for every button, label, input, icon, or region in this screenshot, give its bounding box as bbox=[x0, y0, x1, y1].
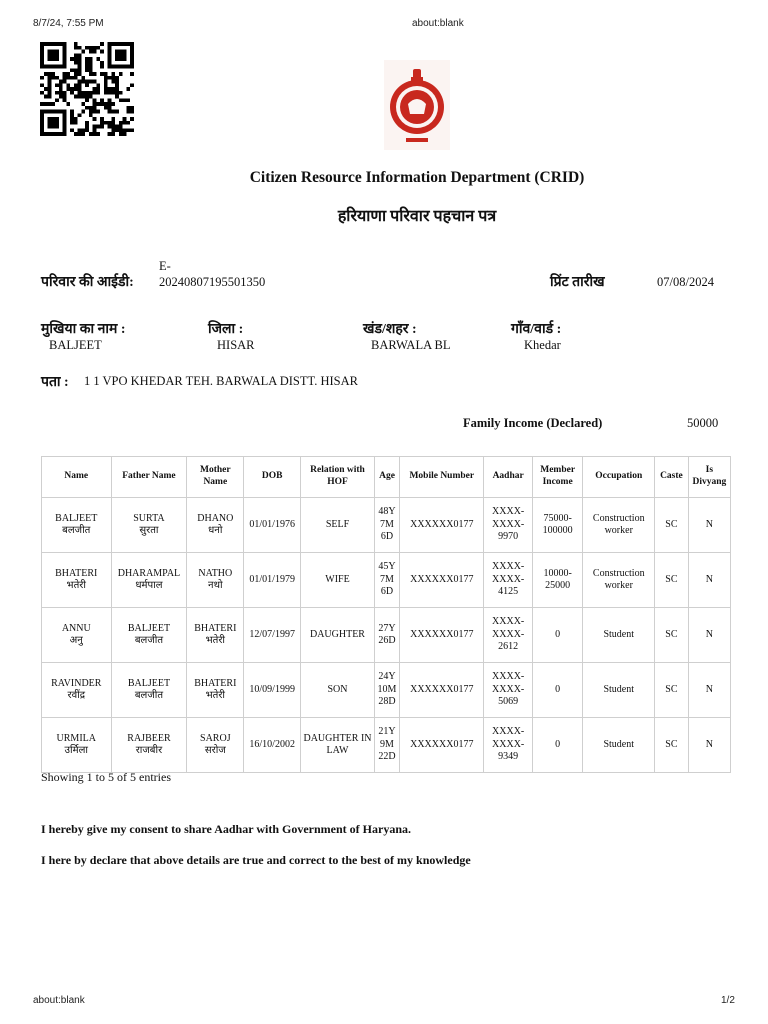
cell-divyang bbox=[688, 553, 730, 608]
aadhar-text: XXXX-XXXX-9349 bbox=[492, 726, 525, 763]
cell-divyang bbox=[688, 718, 730, 773]
member-income-text: 0 bbox=[555, 628, 561, 640]
age-text: 27Y 26D bbox=[378, 622, 396, 646]
cell-relation bbox=[301, 553, 375, 608]
aadhar-text: XXXX-XXXX-5069 bbox=[492, 671, 525, 708]
col-income-header: Member Income bbox=[532, 457, 583, 498]
col-divyang-header: Is Divyang bbox=[688, 457, 730, 498]
member-name-text: RAVINDER bbox=[51, 677, 102, 689]
family-members-table bbox=[41, 456, 731, 773]
mother-name-hindi: धनो bbox=[208, 525, 223, 536]
col-mobile-header: Mobile Number bbox=[400, 457, 484, 498]
mother-name-text: SAROJ bbox=[200, 732, 231, 744]
print-footer-url: about:blank bbox=[33, 995, 85, 1006]
relation-text: DAUGHTER IN LAW bbox=[303, 732, 372, 756]
table-row bbox=[42, 553, 731, 608]
cell-dob bbox=[244, 553, 301, 608]
cell-caste bbox=[655, 608, 689, 663]
family-id-prefix: E- bbox=[159, 259, 171, 273]
cell-age bbox=[374, 498, 399, 553]
dob-text: 01/01/1979 bbox=[249, 573, 295, 585]
cell-aadhar bbox=[484, 663, 532, 718]
address-label: पता : bbox=[41, 375, 69, 390]
print-datetime: 8/7/24, 7:55 PM bbox=[33, 18, 104, 29]
cell-dob bbox=[244, 608, 301, 663]
print-date-label: प्रिंट तारीख bbox=[550, 275, 605, 290]
aadhar-text: XXXX-XXXX-2612 bbox=[492, 616, 525, 653]
caste-text: SC bbox=[665, 738, 678, 750]
mobile-text: XXXXXX0177 bbox=[410, 628, 474, 640]
consent-text: I hereby give my consent to share Aadhar with Government of Haryana. bbox=[41, 822, 411, 836]
cell-mother-name bbox=[187, 498, 244, 553]
father-name-text: SURTA bbox=[133, 512, 165, 524]
age-text: 21Y 9M 22D bbox=[378, 726, 396, 763]
member-income-text: 75000-100000 bbox=[542, 512, 573, 536]
occupation-text: Student bbox=[603, 628, 635, 640]
father-name-hindi: सुरता bbox=[139, 525, 159, 536]
cell-mother-name bbox=[187, 718, 244, 773]
district-label: जिला : bbox=[208, 322, 244, 337]
col-occupation-header: Occupation bbox=[583, 457, 655, 498]
father-name-hindi: धर्मपाल bbox=[135, 580, 163, 591]
cell-caste bbox=[655, 663, 689, 718]
cell-relation bbox=[301, 608, 375, 663]
table-row bbox=[42, 608, 731, 663]
father-name-hindi: राजबीर bbox=[135, 745, 163, 756]
cell-occupation bbox=[583, 553, 655, 608]
family-id-value: 20240807195501350 bbox=[159, 275, 266, 289]
mobile-text: XXXXXX0177 bbox=[410, 573, 474, 585]
caste-text: SC bbox=[665, 628, 678, 640]
cell-member-name bbox=[42, 553, 112, 608]
age-text: 48Y 7M 6D bbox=[378, 506, 396, 543]
cell-dob bbox=[244, 663, 301, 718]
divyang-text: N bbox=[705, 573, 713, 585]
cell-member-name bbox=[42, 663, 112, 718]
table-header-row bbox=[42, 457, 731, 498]
block-label: खंड/शहर : bbox=[363, 322, 417, 337]
father-name-hindi: बलजीत bbox=[134, 635, 164, 646]
mother-name-hindi: भतेरी bbox=[205, 690, 226, 701]
col-aadhar-header: Aadhar bbox=[484, 457, 532, 498]
member-name-text: ANNU bbox=[61, 622, 91, 634]
occupation-text: Student bbox=[603, 683, 635, 695]
head-label: मुखिया का नाम : bbox=[41, 322, 126, 337]
member-name-hindi: रवींद्र bbox=[67, 690, 86, 701]
col-mother-header: Mother Name bbox=[187, 457, 244, 498]
col-name-header: Name bbox=[42, 457, 112, 498]
age-text: 24Y 10M 28D bbox=[377, 671, 397, 708]
cell-occupation bbox=[583, 608, 655, 663]
member-income-text: 0 bbox=[555, 683, 561, 695]
caste-text: SC bbox=[665, 518, 678, 530]
dob-text: 10/09/1999 bbox=[249, 683, 295, 695]
member-name-hindi: भतेरी bbox=[66, 580, 86, 591]
member-name-text: BHATERI bbox=[55, 567, 98, 579]
family-id-label: परिवार की आईडी: bbox=[41, 275, 134, 290]
mother-name-hindi: सरोज bbox=[204, 745, 226, 756]
block-value: BARWALA BL bbox=[371, 338, 451, 352]
cell-aadhar bbox=[484, 498, 532, 553]
cell-member-name bbox=[42, 498, 112, 553]
father-name-text: BALJEET bbox=[127, 622, 171, 634]
divyang-text: N bbox=[705, 738, 713, 750]
cell-member-name bbox=[42, 608, 112, 663]
father-name-text: RAJBEER bbox=[127, 732, 171, 744]
print-page-title: about:blank bbox=[412, 18, 464, 29]
table-row bbox=[42, 498, 731, 553]
dob-text: 12/07/1997 bbox=[249, 628, 295, 640]
cell-mother-name bbox=[187, 663, 244, 718]
occupation-text: Student bbox=[603, 738, 635, 750]
cell-member-income bbox=[532, 663, 583, 718]
print-date-value: 07/08/2024 bbox=[657, 275, 714, 289]
cell-member-income bbox=[532, 553, 583, 608]
col-father-header: Father Name bbox=[111, 457, 187, 498]
mother-name-text: NATHO bbox=[198, 567, 233, 579]
cell-father-name bbox=[111, 608, 187, 663]
col-relation-header: Relation with HOF bbox=[301, 457, 375, 498]
department-title: Citizen Resource Information Department (CRID) bbox=[249, 169, 585, 186]
dob-text: 01/01/1976 bbox=[249, 518, 295, 530]
cell-divyang bbox=[688, 498, 730, 553]
district-value: HISAR bbox=[217, 338, 255, 352]
member-income-text: 0 bbox=[555, 738, 561, 750]
cell-caste bbox=[655, 498, 689, 553]
member-name-text: URMILA bbox=[56, 732, 96, 744]
cell-relation bbox=[301, 663, 375, 718]
age-text: 45Y 7M 6D bbox=[378, 561, 396, 598]
cell-father-name bbox=[111, 553, 187, 608]
cell-divyang bbox=[688, 663, 730, 718]
mother-name-text: BHATERI bbox=[194, 622, 237, 634]
cell-age bbox=[374, 663, 399, 718]
col-dob-header: DOB bbox=[244, 457, 301, 498]
table-entries-info: Showing 1 to 5 of 5 entries bbox=[41, 770, 171, 784]
relation-text: SELF bbox=[325, 518, 350, 530]
member-income-text: 10000-25000 bbox=[543, 567, 572, 591]
col-caste-header: Caste bbox=[655, 457, 689, 498]
cell-caste bbox=[655, 553, 689, 608]
cell-member-income bbox=[532, 608, 583, 663]
cell-father-name bbox=[111, 498, 187, 553]
cell-mother-name bbox=[187, 553, 244, 608]
cell-age bbox=[374, 718, 399, 773]
cell-mobile bbox=[400, 718, 484, 773]
col-age-header: Age bbox=[374, 457, 399, 498]
print-footer-page: 1/2 bbox=[721, 995, 735, 1006]
cell-occupation bbox=[583, 663, 655, 718]
cell-aadhar bbox=[484, 718, 532, 773]
village-value: Khedar bbox=[524, 338, 561, 352]
declaration-text: I here by declare that above details are true and correct to the best of my knowledge bbox=[41, 853, 471, 867]
mother-name-hindi: नथो bbox=[208, 580, 223, 591]
caste-text: SC bbox=[665, 573, 678, 585]
cell-mobile bbox=[400, 498, 484, 553]
cell-aadhar bbox=[484, 608, 532, 663]
occupation-text: Construction worker bbox=[592, 512, 645, 536]
family-income-label: Family Income (Declared) bbox=[463, 416, 603, 430]
caste-text: SC bbox=[665, 683, 678, 695]
divyang-text: N bbox=[705, 628, 713, 640]
table-row bbox=[42, 663, 731, 718]
cell-dob bbox=[244, 498, 301, 553]
village-label: गाँव/वार्ड : bbox=[511, 322, 562, 337]
cell-aadhar bbox=[484, 553, 532, 608]
member-name-hindi: उर्मिला bbox=[64, 745, 88, 756]
cell-member-name bbox=[42, 718, 112, 773]
member-name-hindi: अनु bbox=[69, 635, 83, 646]
dob-text: 16/10/2002 bbox=[249, 738, 295, 750]
relation-text: DAUGHTER bbox=[309, 628, 365, 640]
relation-text: WIFE bbox=[325, 573, 350, 585]
cell-relation bbox=[301, 498, 375, 553]
mobile-text: XXXXXX0177 bbox=[410, 738, 474, 750]
cell-age bbox=[374, 608, 399, 663]
cell-member-income bbox=[532, 718, 583, 773]
cell-occupation bbox=[583, 498, 655, 553]
cell-father-name bbox=[111, 718, 187, 773]
head-value: BALJEET bbox=[49, 338, 102, 352]
cell-mother-name bbox=[187, 608, 244, 663]
mobile-text: XXXXXX0177 bbox=[410, 683, 474, 695]
address-value: 1 1 VPO KHEDAR TEH. BARWALA DISTT. HISAR bbox=[84, 374, 358, 388]
cell-caste bbox=[655, 718, 689, 773]
occupation-text: Construction worker bbox=[592, 567, 645, 591]
aadhar-text: XXXX-XXXX-4125 bbox=[492, 561, 525, 598]
cell-dob bbox=[244, 718, 301, 773]
father-name-text: DHARAMPAL bbox=[117, 567, 181, 579]
cell-father-name bbox=[111, 663, 187, 718]
family-income-value: 50000 bbox=[687, 416, 719, 430]
relation-text: SON bbox=[327, 683, 348, 695]
cell-mobile bbox=[400, 553, 484, 608]
cell-mobile bbox=[400, 608, 484, 663]
card-title: हरियाणा परिवार पहचान पत्र bbox=[337, 208, 497, 225]
aadhar-text: XXXX-XXXX-9970 bbox=[492, 506, 525, 543]
father-name-hindi: बलजीत bbox=[134, 690, 164, 701]
cell-member-income bbox=[532, 498, 583, 553]
member-name-hindi: बलजीत bbox=[62, 525, 91, 536]
mother-name-text: BHATERI bbox=[194, 677, 237, 689]
mother-name-text: DHANO bbox=[197, 512, 234, 524]
divyang-text: N bbox=[705, 683, 713, 695]
mother-name-hindi: भतेरी bbox=[205, 635, 226, 646]
member-name-text: BALJEET bbox=[55, 512, 98, 524]
cell-occupation bbox=[583, 718, 655, 773]
cell-relation bbox=[301, 718, 375, 773]
cell-divyang bbox=[688, 608, 730, 663]
mobile-text: XXXXXX0177 bbox=[410, 518, 474, 530]
cell-age bbox=[374, 553, 399, 608]
cell-mobile bbox=[400, 663, 484, 718]
father-name-text: BALJEET bbox=[127, 677, 171, 689]
divyang-text: N bbox=[705, 518, 713, 530]
qr-code-icon bbox=[40, 42, 134, 136]
table-row bbox=[42, 718, 731, 773]
haryana-emblem-icon bbox=[384, 60, 450, 150]
